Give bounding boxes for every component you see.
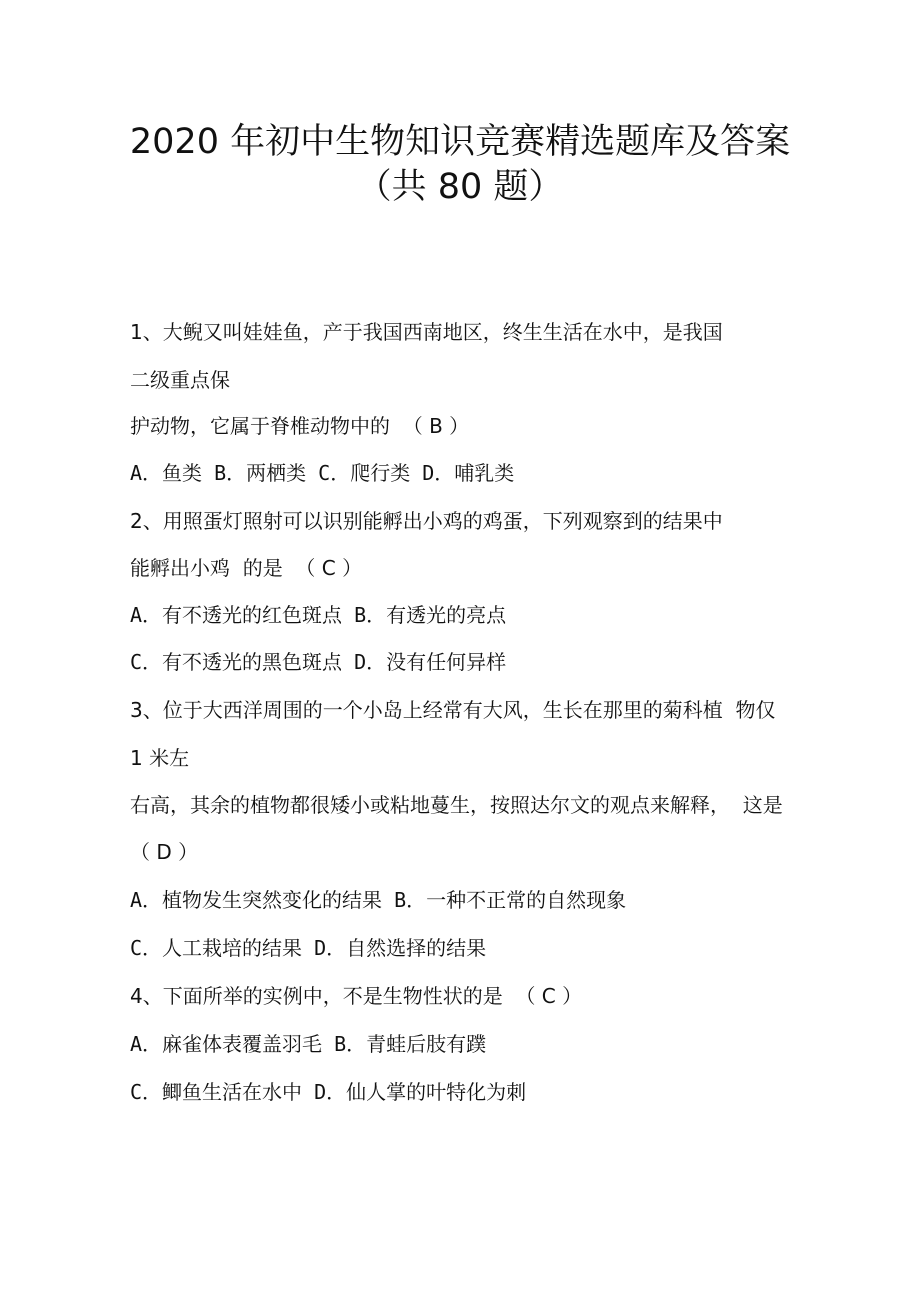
question-3-stem-line-3: 右高，其余的植物都很矮小或粘地蔓生，按照达尔文的观点来解释， 这是 [130,793,783,817]
question-1-stem-line-2: 二级重点保 [130,368,230,392]
question-2-options-line-2: C．有不透光的黑色斑点 D．没有任何异样 [130,650,507,674]
question-3-stem-line-4: （ D ） [130,840,199,864]
question-4-options-line-1: A．麻雀体表覆盖羽毛 B．青蛙后肢有蹼 [130,1032,487,1056]
question-1-options-line-1: A．鱼类 B．两栖类 C．爬行类 D．哺乳类 [130,461,515,485]
question-4-stem-line-1: 4、下面所举的实例中，不是生物性状的是 （ C ） [130,984,583,1008]
question-2-stem-line-2: 能孵出小鸡 的是 （ C ） [130,556,363,580]
question-2-options-line-1: A．有不透光的红色斑点 B．有透光的亮点 [130,603,507,627]
question-3-options-line-2: C．人工栽培的结果 D．自然选择的结果 [130,936,487,960]
question-3-options-line-1: A．植物发生突然变化的结果 B．一种不正常的自然现象 [130,888,627,912]
question-4-options-line-2: C．鲫鱼生活在水中 D．仙人掌的叶特化为刺 [130,1080,527,1104]
question-1-stem-line-1: 1、大鲵又叫娃娃鱼，产于我国西南地区，终生生活在水中，是我国 [130,320,723,344]
question-2-stem-line-1: 2、用照蛋灯照射可以识别能孵出小鸡的鸡蛋，下列观察到的结果中 [130,509,723,533]
question-1-stem-line-3: 护动物，它属于脊椎动物中的 （ B ） [130,414,470,438]
question-3-stem-line-2: 1 米左 [130,746,190,770]
question-3-stem-line-1: 3、位于大西洋周围的一个小岛上经常有大风，生长在那里的菊科植 物仅 [130,698,776,722]
document-title-line-2: （共 80 题） [356,167,564,207]
document-title-line-1: 2020 年初中生物知识竞赛精选题库及答案 [129,122,791,162]
